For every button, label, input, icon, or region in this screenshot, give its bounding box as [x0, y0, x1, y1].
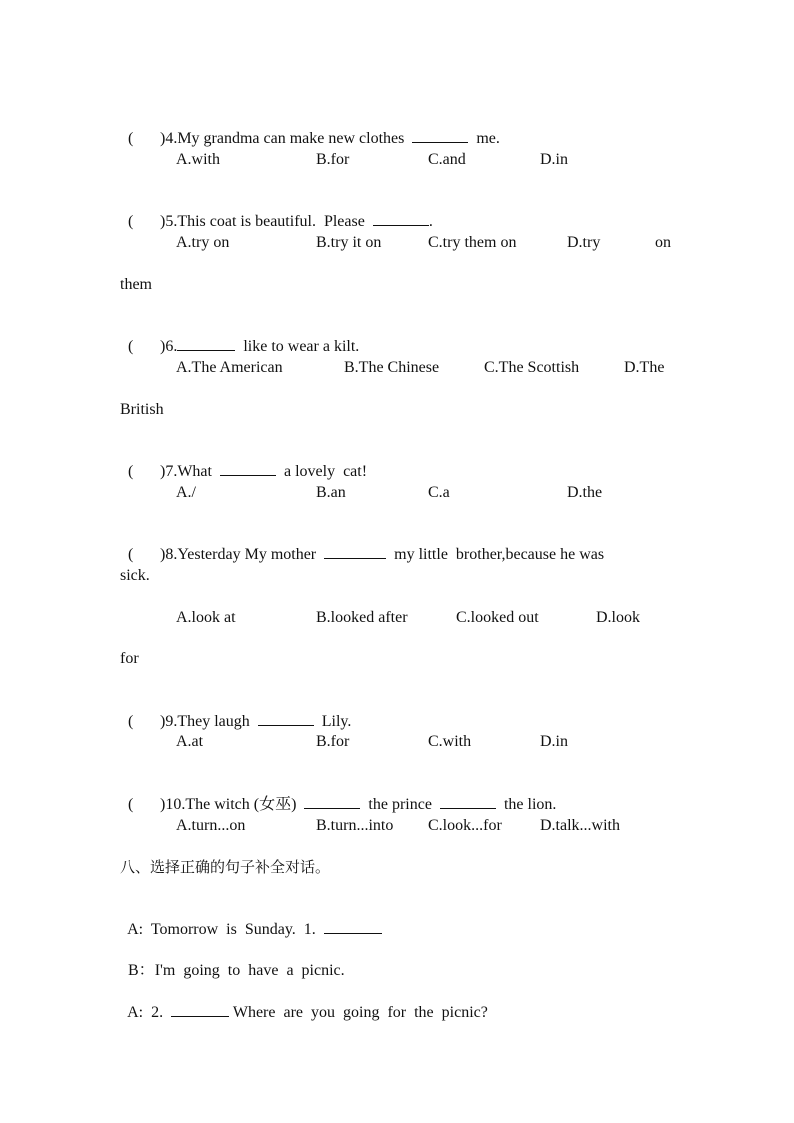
question-text: This coat is beautiful. Please: [177, 213, 365, 230]
option-d[interactable]: D.in: [540, 733, 568, 750]
option-d[interactable]: D.talk...with: [540, 817, 620, 834]
answer-blank-1[interactable]: [304, 794, 360, 809]
answer-blank[interactable]: [258, 711, 314, 726]
option-c[interactable]: C.try them on: [428, 234, 517, 251]
answer-blank[interactable]: [177, 336, 235, 351]
option-a[interactable]: A.The American: [176, 359, 283, 376]
question-7: ( )7.What a lovely cat!: [128, 463, 368, 480]
speaker: B：: [128, 962, 155, 979]
dialogue-line-2: [120, 941, 345, 981]
option-c[interactable]: C.look...for: [428, 817, 502, 834]
question-text: What: [177, 463, 212, 480]
speaker: A:: [127, 1004, 144, 1021]
question-5: ( )5.This coat is beautiful. Please .: [128, 213, 433, 230]
answer-blank[interactable]: [171, 1002, 229, 1017]
question-number: 10.: [165, 796, 186, 813]
option-d-wrap: British: [120, 401, 164, 418]
option-c[interactable]: C.a: [428, 484, 450, 501]
answer-blank-2[interactable]: [440, 794, 496, 809]
question-text-after: my little brother,because he was: [394, 546, 605, 563]
question-text: My grandma can make new clothes: [177, 130, 405, 147]
option-c[interactable]: C.with: [428, 733, 472, 750]
option-b[interactable]: B.try it on: [316, 234, 382, 251]
option-d-continued: on: [655, 234, 671, 251]
dialogue-text: Tomorrow is Sunday. 1.: [150, 921, 316, 938]
question-text-after: Lily.: [321, 713, 352, 730]
option-c[interactable]: C.and: [428, 151, 466, 168]
answer-paren[interactable]: (: [128, 130, 134, 147]
question-text: They laugh: [177, 713, 250, 730]
dialogue-line-3: [120, 982, 488, 1023]
option-b[interactable]: B.looked after: [316, 609, 408, 626]
option-a[interactable]: A.at: [176, 733, 204, 750]
question-9: ( )9.They laugh Lily.: [128, 713, 352, 730]
option-a[interactable]: A.turn...on: [176, 817, 246, 834]
question-number: 6.: [165, 338, 178, 355]
answer-paren[interactable]: (: [128, 463, 134, 480]
answer-blank[interactable]: [220, 461, 276, 476]
speaker: A:: [127, 921, 144, 938]
question-10: ( )10.The witch (女巫) the prince the lion.: [128, 796, 557, 813]
question-number: 5.: [165, 213, 178, 230]
question-4: ( )4.My grandma can make new clothes me.: [128, 130, 500, 147]
answer-paren[interactable]: (: [128, 338, 134, 355]
option-d[interactable]: D.try: [567, 234, 601, 251]
question-number: 9.: [165, 713, 178, 730]
question-text: The witch (女巫): [185, 796, 297, 813]
answer-blank[interactable]: [324, 544, 386, 559]
dialogue-text: 2.: [151, 1004, 164, 1021]
option-b[interactable]: B.The Chinese: [344, 359, 440, 376]
question-text-after: the lion.: [503, 796, 557, 813]
option-d[interactable]: D.The: [624, 359, 665, 376]
question-text-after: .: [428, 213, 433, 230]
option-a[interactable]: A./: [176, 484, 196, 501]
option-d[interactable]: D.in: [540, 151, 568, 168]
dialogue-line-1: [120, 899, 382, 940]
answer-blank[interactable]: [373, 211, 429, 226]
option-b[interactable]: B.for: [316, 151, 350, 168]
option-b[interactable]: B.turn...into: [316, 817, 394, 834]
answer-paren[interactable]: (: [128, 213, 134, 230]
option-c[interactable]: C.The Scottish: [484, 359, 580, 376]
question-6: ( )6. like to wear a kilt.: [128, 338, 360, 355]
dialogue-text-after: Where are you going for the picnic?: [232, 1004, 488, 1021]
option-a[interactable]: A.with: [176, 151, 220, 168]
option-a[interactable]: A.look at: [176, 609, 236, 626]
option-c[interactable]: C.looked out: [456, 609, 539, 626]
answer-paren[interactable]: (: [128, 796, 134, 813]
question-number: 7.: [165, 463, 178, 480]
answer-blank[interactable]: [324, 919, 382, 934]
question-8: ( )8.Yesterday My mother my little brother,because he was: [128, 546, 605, 563]
option-b[interactable]: B.for: [316, 733, 350, 750]
option-a[interactable]: A.try on: [176, 234, 230, 251]
answer-paren[interactable]: (: [128, 713, 134, 730]
option-d-wrap: them: [120, 276, 152, 293]
option-b[interactable]: B.an: [316, 484, 346, 501]
question-number: 8.: [165, 546, 178, 563]
option-d[interactable]: D.look: [596, 609, 640, 626]
question-text-after: a lovely cat!: [283, 463, 368, 480]
question-8-wrap: sick.: [120, 567, 150, 584]
question-text-after: me.: [476, 130, 500, 147]
dialogue-text: I'm going to have a picnic.: [154, 962, 345, 979]
option-d-wrap: for: [120, 650, 139, 667]
question-text: Yesterday My mother: [177, 546, 317, 563]
question-number: 4.: [165, 130, 178, 147]
question-text-after: like to wear a kilt.: [243, 338, 360, 355]
section-heading: 八、选择正确的句子补全对话。: [120, 858, 331, 876]
question-text-mid: the prince: [368, 796, 432, 813]
answer-blank[interactable]: [412, 128, 468, 143]
answer-paren[interactable]: (: [128, 546, 134, 563]
option-d[interactable]: D.the: [567, 484, 603, 501]
